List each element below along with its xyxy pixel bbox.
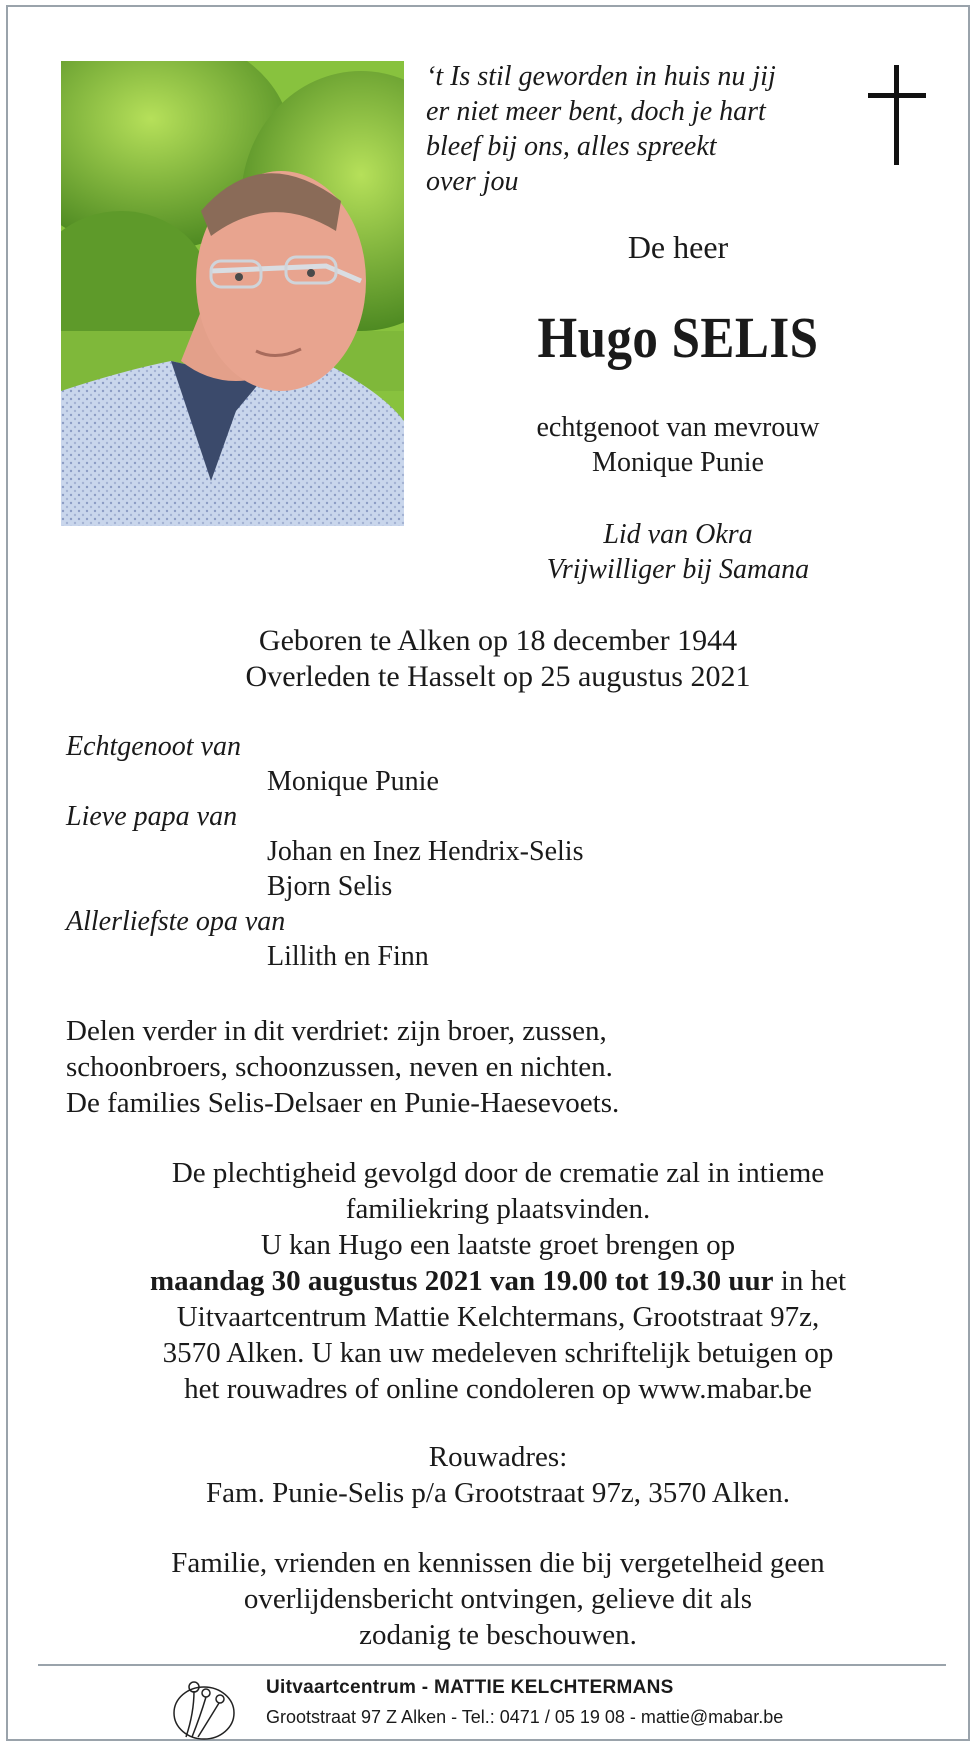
life-dates bbox=[48, 623, 948, 695]
grandchildren-label: Allerliefste opa van bbox=[66, 906, 286, 937]
spouse-line-1: echtgenoot van mevrouw bbox=[536, 412, 820, 443]
visitation-datetime: maandag 30 augustus 2021 van 19.00 tot 19.30 uur bbox=[149, 1265, 774, 1297]
child-entry: Johan en Inez Hendrix-Selis bbox=[267, 836, 584, 867]
shared-grief bbox=[66, 1013, 946, 1121]
death-line: Overleden te Hasselt op 25 augustus 2021 bbox=[245, 660, 751, 693]
family-list bbox=[66, 729, 946, 974]
footer-divider bbox=[38, 1664, 946, 1666]
ceremony-line: U kan Hugo een laatste groet brengen op bbox=[260, 1229, 736, 1261]
notice-line: Familie, vrienden en kennissen die bij vergetelheid geen bbox=[171, 1547, 825, 1579]
ceremony-line: Uitvaartcentrum Mattie Kelchtermans, Grootstraat 97z, bbox=[176, 1301, 820, 1333]
affiliation-line-2: Vrijwilliger bij Samana bbox=[546, 554, 810, 585]
spouse-line-2: Monique Punie bbox=[592, 447, 764, 478]
ceremony-line: De plechtigheid gevolgd door de crematie zal in intieme bbox=[171, 1157, 825, 1189]
share-line: schoonbroers, schoonzussen, neven en nichten. bbox=[66, 1051, 613, 1083]
deceased-name: Hugo SELIS bbox=[537, 305, 819, 370]
ceremony-line: 3570 Alken. U kan uw medeleven schriftelijk betuigen op bbox=[162, 1337, 834, 1369]
birth-line: Geboren te Alken op 18 december 1944 bbox=[258, 624, 738, 657]
notice-text bbox=[48, 1545, 948, 1653]
flower-logo-icon bbox=[164, 1673, 244, 1743]
portrait-photo bbox=[61, 61, 404, 526]
honorific: De heer bbox=[627, 229, 729, 265]
grandchildren-names: Lillith en Finn bbox=[267, 941, 429, 972]
spouse-info bbox=[448, 410, 908, 480]
affiliations bbox=[448, 517, 908, 587]
ceremony-info bbox=[48, 1155, 948, 1407]
visitation-line bbox=[48, 1263, 948, 1299]
cross-icon bbox=[868, 65, 926, 165]
funeral-home-contact: Grootstraat 97 Z Alken - Tel.: 0471 / 05 19 08 - mattie@mabar.be bbox=[266, 1707, 784, 1727]
visitation-suffix: in het bbox=[773, 1265, 847, 1297]
mourning-address bbox=[48, 1439, 948, 1511]
address-label: Rouwadres: bbox=[428, 1441, 568, 1473]
funeral-home-name: Uitvaartcentrum - MATTIE KELCHTERMANS bbox=[266, 1677, 674, 1698]
children-label: Lieve papa van bbox=[66, 801, 238, 832]
share-line: De families Selis-Delsaer en Punie-Haesevoets. bbox=[66, 1087, 620, 1119]
address-value: Fam. Punie-Selis p/a Grootstraat 97z, 3570 Alken. bbox=[206, 1477, 790, 1509]
ceremony-line: het rouwadres of online condoleren op www.mabar.be bbox=[184, 1373, 812, 1405]
obituary-card bbox=[6, 5, 970, 1741]
affiliation-line-1: Lid van Okra bbox=[603, 519, 753, 550]
share-line: Delen verder in dit verdriet: zijn broer, zussen, bbox=[66, 1015, 607, 1047]
notice-line: zodanig te beschouwen. bbox=[359, 1619, 637, 1651]
memorial-poem: ‘t Is stil geworden in huis nu jij er niet meer bent, doch je hart bleef bij ons, alles spreekt over jou bbox=[426, 61, 776, 197]
spouse-name: Monique Punie bbox=[267, 766, 439, 797]
spouse-label: Echtgenoot van bbox=[66, 731, 241, 762]
notice-line: overlijdensbericht ontvingen, gelieve dit als bbox=[243, 1583, 753, 1615]
ceremony-line: familiekring plaatsvinden. bbox=[345, 1193, 651, 1225]
portrait-illustration bbox=[61, 61, 404, 526]
child-entry: Bjorn Selis bbox=[267, 871, 393, 902]
